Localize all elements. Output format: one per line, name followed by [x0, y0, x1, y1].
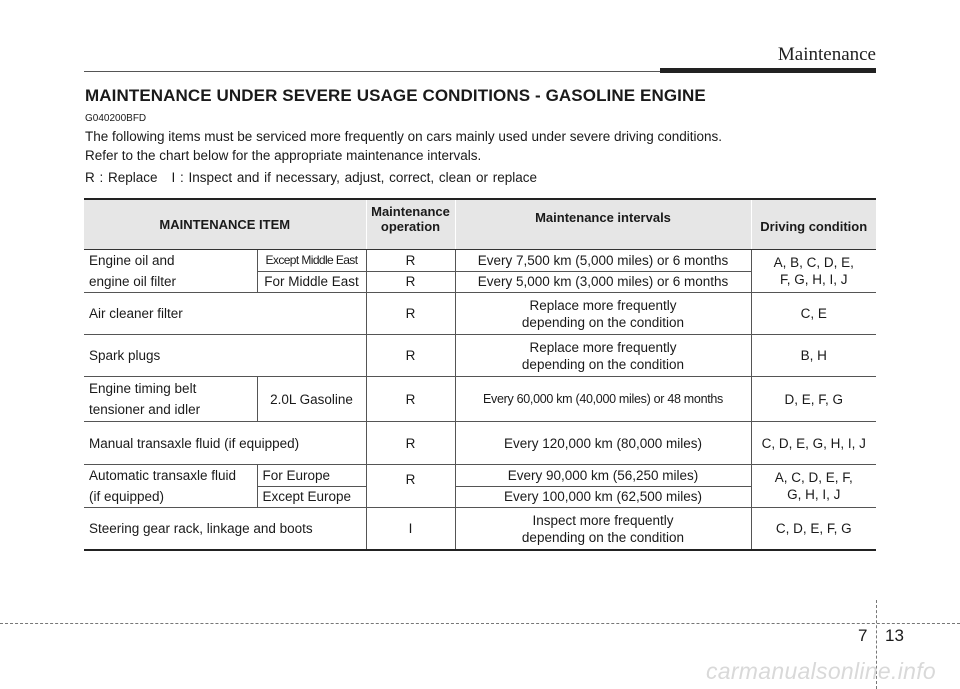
interval-steering — [455, 508, 751, 551]
header-intervals: Maintenance intervals — [455, 199, 751, 250]
item-spark-plugs: Spark plugs — [84, 335, 366, 377]
table-row — [84, 250, 876, 272]
sub-except-middle-east: Except Middle East — [257, 250, 366, 272]
interval-steering-line-1: Inspect more frequently — [532, 512, 674, 528]
sub-except-europe: Except Europe — [257, 486, 366, 508]
table-row — [84, 335, 876, 377]
footer-rule — [0, 623, 960, 624]
interval-air-filter-line-2: depending on the condition — [521, 314, 685, 330]
sub-for-europe: For Europe — [257, 465, 366, 487]
table-row — [84, 508, 876, 551]
header-maintenance-item: MAINTENANCE ITEM — [84, 199, 366, 250]
interval-timing-belt: Every 60,000 km (40,000 miles) or 48 months — [455, 377, 751, 422]
legend — [85, 170, 537, 185]
cond-engine-oil-line-2: F, G, H, I, J — [779, 272, 848, 287]
legend-inspect: I : Inspect and if necessary, adjust, correct, clean or replace — [171, 170, 537, 185]
interval-auto-transaxle-2: Every 100,000 km (62,500 miles) — [455, 486, 751, 508]
interval-spark-plugs — [455, 335, 751, 377]
cond-manual-transaxle: C, D, E, G, H, I, J — [751, 422, 876, 465]
item-engine-oil — [84, 250, 257, 293]
op-engine-oil-2: R — [366, 271, 455, 293]
cond-auto-transaxle-line-2: G, H, I, J — [787, 487, 841, 502]
item-engine-oil-line-2: engine oil filter — [89, 274, 177, 289]
page-chapter-number: 7 — [858, 626, 868, 645]
item-air-filter: Air cleaner filter — [84, 293, 366, 335]
header-operation-line-1: Maintenance — [371, 204, 450, 219]
table-row — [84, 293, 876, 335]
item-timing-belt — [84, 377, 257, 422]
table-header-row — [84, 199, 876, 250]
item-manual-transaxle: Manual transaxle fluid (if equipped) — [84, 422, 366, 465]
op-timing-belt: R — [366, 377, 455, 422]
page-number: 13 — [885, 626, 904, 645]
cond-auto-transaxle-line-1: A, C, D, E, F, — [774, 470, 853, 485]
legend-replace: R : Replace — [85, 170, 158, 185]
table-row — [84, 377, 876, 422]
header-operation-line-2: operation — [380, 219, 441, 234]
table-row — [84, 465, 876, 487]
maintenance-table — [84, 198, 876, 551]
interval-engine-oil-1: Every 7,500 km (5,000 miles) or 6 months — [455, 250, 751, 272]
cond-air-filter: C, E — [751, 293, 876, 335]
op-engine-oil-1: R — [366, 250, 455, 272]
header-rule-accent — [660, 68, 876, 73]
section-code: G040200BFD — [85, 113, 147, 124]
interval-spark-plugs-line-2: depending on the condition — [521, 356, 685, 372]
interval-steering-line-2: depending on the condition — [521, 529, 685, 545]
interval-air-filter-line-1: Replace more frequently — [529, 297, 677, 313]
item-auto-transaxle — [84, 465, 257, 508]
interval-air-filter — [455, 293, 751, 335]
op-spark-plugs: R — [366, 335, 455, 377]
op-steering: I — [366, 508, 455, 551]
chapter-title: Maintenance — [777, 44, 876, 65]
item-steering: Steering gear rack, linkage and boots — [84, 508, 366, 551]
header-rule — [84, 71, 660, 72]
cond-auto-transaxle — [751, 465, 876, 508]
cond-steering: C, D, E, F, G — [751, 508, 876, 551]
item-timing-belt-line-2: tensioner and idler — [89, 402, 201, 417]
interval-spark-plugs-line-1: Replace more frequently — [529, 339, 677, 355]
item-timing-belt-line-1: Engine timing belt — [89, 381, 197, 396]
header-operation — [366, 199, 455, 250]
watermark: carmanualsonline.info — [705, 658, 936, 684]
intro-line-1: The following items must be serviced more frequently on cars mainly used under severe driving conditions. — [85, 129, 723, 144]
interval-engine-oil-2: Every 5,000 km (3,000 miles) or 6 months — [455, 271, 751, 293]
op-auto-transaxle: R — [366, 465, 455, 508]
item-engine-oil-line-1: Engine oil and — [89, 253, 175, 268]
sub-gasoline: 2.0L Gasoline — [257, 377, 366, 422]
cond-spark-plugs: B, H — [751, 335, 876, 377]
intro-line-2: Refer to the chart below for the appropriate maintenance intervals. — [85, 148, 482, 163]
item-auto-transaxle-line-1: Automatic transaxle fluid — [89, 468, 237, 483]
interval-manual-transaxle: Every 120,000 km (80,000 miles) — [455, 422, 751, 465]
op-air-filter: R — [366, 293, 455, 335]
sub-for-middle-east: For Middle East — [257, 271, 366, 293]
cond-engine-oil-line-1: A, B, C, D, E, — [773, 255, 854, 270]
op-manual-transaxle: R — [366, 422, 455, 465]
item-auto-transaxle-line-2: (if equipped) — [89, 489, 165, 504]
interval-auto-transaxle-1: Every 90,000 km (56,250 miles) — [455, 465, 751, 487]
section-title: MAINTENANCE UNDER SEVERE USAGE CONDITIONS - GASOLINE ENGINE — [85, 86, 706, 105]
cond-engine-oil — [751, 250, 876, 293]
table-row — [84, 422, 876, 465]
intro-text — [85, 127, 722, 165]
header-condition: Driving condition — [751, 199, 876, 250]
cond-timing-belt: D, E, F, G — [751, 377, 876, 422]
